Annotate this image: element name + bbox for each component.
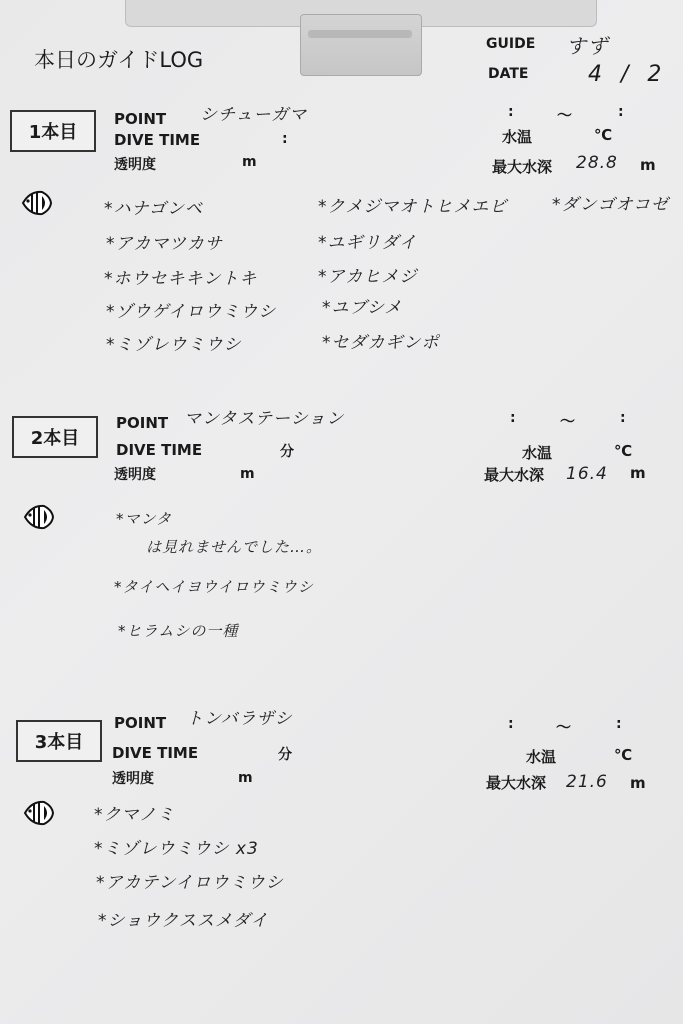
- dive-3-temp-unit: ℃: [614, 746, 633, 764]
- dive-1-transparency-unit: m: [242, 154, 257, 170]
- dive-3-transparency-label: 透明度: [112, 771, 154, 787]
- dive-2-depth-unit: m: [630, 464, 646, 482]
- dive-3-species-1: *クマノミ: [94, 805, 175, 825]
- dive-1-temp-unit: ℃: [594, 126, 613, 144]
- page-title: 本日のガイドLOG: [34, 48, 204, 72]
- dive-1-time-colon: :: [282, 131, 288, 147]
- dive-1-species-9: *ユブシメ: [322, 298, 403, 318]
- dive-2-temp-unit: ℃: [614, 442, 633, 460]
- dive-1-point-label: POINT: [114, 110, 167, 128]
- dive-1-species-3: *ホウセキキントキ: [104, 269, 258, 289]
- dive-3-number: 3本目: [16, 720, 102, 762]
- dive-3-start-colon: :: [508, 716, 514, 732]
- fish-icon: [22, 502, 56, 532]
- dive-1-depth-unit: m: [640, 156, 656, 174]
- dive-1-number: 1本目: [10, 110, 96, 152]
- dive-1-end-colon: :: [618, 104, 624, 120]
- dive-1-max-depth-value: 28.8: [576, 153, 618, 173]
- dive-1-tilde: 〜: [557, 106, 573, 124]
- dive-3-species-4: *ショウクススメダイ: [98, 911, 269, 931]
- dive-2-transparency-unit: m: [240, 466, 255, 482]
- dive-3-water-temp-label: 水温: [526, 748, 557, 766]
- dive-3-max-depth-value: 21.6: [566, 772, 608, 792]
- dive-1-species-8: *アカヒメジ: [318, 267, 418, 287]
- dive-2-species-1: *マンタ: [116, 510, 172, 528]
- dive-1-species-2: *アカマツカサ: [106, 234, 223, 254]
- dive-1-species-11: *ダンゴオコゼ: [552, 195, 669, 215]
- dive-1-species-1: *ハナゴンベ: [104, 199, 203, 219]
- dive-2-water-temp-label: 水温: [522, 444, 553, 462]
- dive-3-depth-unit: m: [630, 774, 646, 792]
- date-label: DATE: [488, 66, 529, 82]
- dive-3-transparency-unit: m: [238, 770, 253, 786]
- clipboard-knob: [300, 14, 422, 76]
- dive-1-water-temp-label: 水温: [502, 128, 533, 146]
- dive-3-tilde: 〜: [556, 718, 572, 736]
- dive-2-point-label: POINT: [116, 414, 169, 432]
- dive-2-species-2: *タイヘイヨウイロウミウシ: [114, 578, 314, 596]
- dive-1-species-5: *ミゾレウミウシ: [106, 335, 242, 355]
- dive-2-species-note: は見れませんでした…。: [146, 538, 323, 556]
- dive-1-species-6: *クメジマオトヒメエビ: [318, 197, 508, 217]
- dive-1-point-value: シチューガマ: [200, 105, 308, 125]
- dive-2-species-3: *ヒラムシの一種: [118, 622, 239, 640]
- dive-1-transparency-label: 透明度: [114, 157, 156, 173]
- clipboard-slot: [308, 30, 412, 38]
- dive-1-dive-time-label: DIVE TIME: [114, 131, 201, 149]
- dive-2-minutes-unit: 分: [280, 444, 294, 460]
- dive-2-max-depth-label: 最大水深: [484, 466, 545, 484]
- guide-value: すず: [566, 34, 609, 58]
- dive-2-start-colon: :: [510, 410, 516, 426]
- dive-3-dive-time-label: DIVE TIME: [112, 744, 199, 762]
- dive-1-start-colon: :: [508, 104, 514, 120]
- dive-2-dive-time-label: DIVE TIME: [116, 441, 203, 459]
- fish-icon: [22, 798, 56, 828]
- dive-2-number: 2本目: [12, 416, 98, 458]
- dive-3-species-2: *ミゾレウミウシ x3: [94, 839, 259, 859]
- dive-2-max-depth-value: 16.4: [566, 464, 608, 484]
- dive-2-transparency-label: 透明度: [114, 467, 156, 483]
- dive-3-max-depth-label: 最大水深: [486, 774, 547, 792]
- dive-1-species-10: *セダカギンポ: [322, 333, 440, 353]
- dive-3-end-colon: :: [616, 716, 622, 732]
- dive-1-max-depth-label: 最大水深: [492, 158, 553, 176]
- dive-2-end-colon: :: [620, 410, 626, 426]
- guide-label: GUIDE: [486, 36, 536, 52]
- dive-3-point-label: POINT: [114, 714, 167, 732]
- dive-2-point-value: マンタステーション: [184, 409, 345, 429]
- dive-1-species-7: *ユギリダイ: [318, 233, 418, 253]
- dive-3-minutes-unit: 分: [278, 747, 292, 763]
- dive-2-tilde: 〜: [560, 412, 576, 430]
- dive-3-point-value: トンバラザシ: [186, 709, 293, 729]
- dive-1-species-4: *ゾウゲイロウミウシ: [106, 302, 277, 322]
- dive-3-species-3: *アカテンイロウミウシ: [96, 873, 284, 893]
- date-value: 4 / 2: [588, 62, 668, 87]
- fish-icon: [20, 188, 54, 218]
